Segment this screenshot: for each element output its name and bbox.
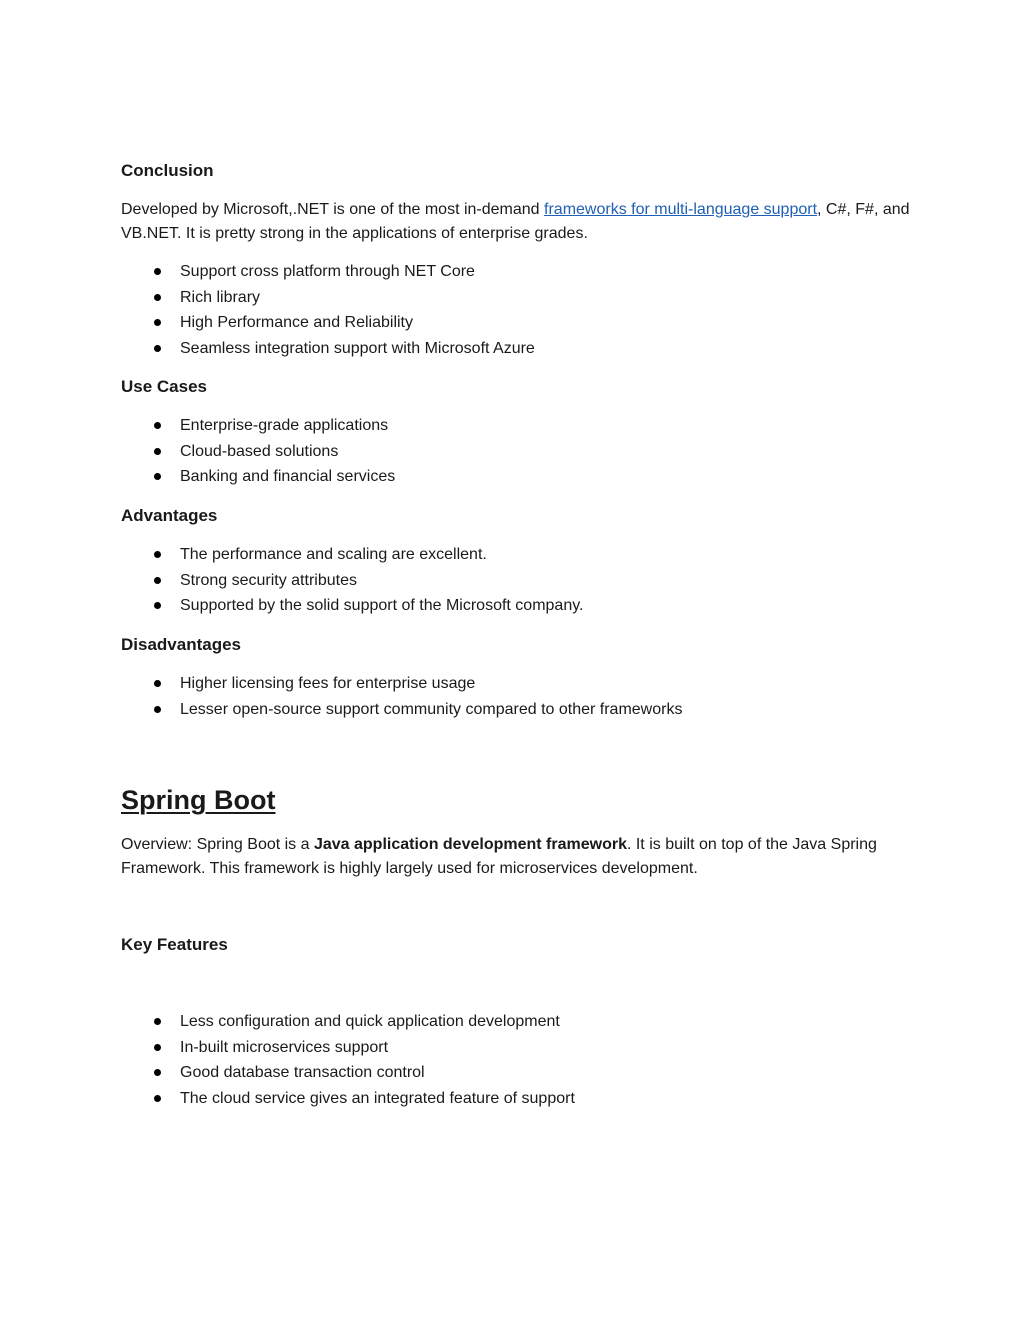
list-item: Cloud-based solutions [121,441,395,467]
bullet-icon [154,1044,161,1051]
bullet-icon [154,551,161,558]
bullet-icon [154,602,161,609]
bullet-icon [154,448,161,455]
spring-boot-title: Spring Boot [121,785,276,815]
disadvantages-list [121,673,682,724]
list-item: Support cross platform through NET Core [121,261,535,287]
bullet-icon [154,319,161,326]
overview-bold-text: Java application development framework [313,836,627,853]
overview-text-after: . It is built on top of the Java Spring Framework. This framework is highly largely used for microservices development. [121,836,877,877]
bullet-icon [154,1018,161,1025]
key-features-heading: Key Features [121,935,228,954]
bullet-icon [154,1095,161,1102]
bullet-icon [154,294,161,301]
list-item: In-built microservices support [121,1037,575,1063]
disadvantages-heading: Disadvantages [121,635,241,654]
conclusion-intro-text: Developed by Microsoft,.NET is one of the most in-demand [121,201,545,218]
conclusion-list [121,261,535,363]
list-item: Good database transaction control [121,1062,575,1088]
bullet-icon [154,422,161,429]
list-item: Lesser open-source support community compared to other frameworks [121,699,682,725]
bullet-icon [154,473,161,480]
list-item: Rich library [121,287,535,313]
bullet-icon [154,680,161,687]
bullet-icon [154,1069,161,1076]
bullet-icon [154,268,161,275]
overview-text: Overview: Spring Boot is a [121,836,314,853]
bullet-icon [154,577,161,584]
list-item: Strong security attributes [121,570,583,596]
use-cases-list [121,415,395,492]
list-item: Supported by the solid support of the Microsoft company. [121,595,583,621]
advantages-list [121,544,583,621]
bullet-icon [154,345,161,352]
conclusion-heading: Conclusion [121,161,214,180]
list-item: Higher licensing fees for enterprise usage [121,673,682,699]
list-item: The cloud service gives an integrated feature of support [121,1088,575,1114]
conclusion-intro-paragraph [121,198,911,246]
list-item: Seamless integration support with Microsoft Azure [121,338,535,364]
list-item: High Performance and Reliability [121,312,535,338]
spring-boot-overview-paragraph [121,833,911,881]
key-features-list [121,1011,575,1113]
list-item: The performance and scaling are excellent. [121,544,583,570]
advantages-heading: Advantages [121,506,218,525]
list-item: Less configuration and quick application development [121,1011,575,1037]
list-item: Enterprise-grade applications [121,415,395,441]
frameworks-link[interactable]: frameworks for multi-language support [544,201,818,218]
conclusion-intro-text-after: , C#, F#, and VB.NET. It is pretty strong in the applications of enterprise grades. [121,201,910,242]
bullet-icon [154,706,161,713]
list-item: Banking and financial services [121,466,395,492]
use-cases-heading: Use Cases [121,377,208,396]
